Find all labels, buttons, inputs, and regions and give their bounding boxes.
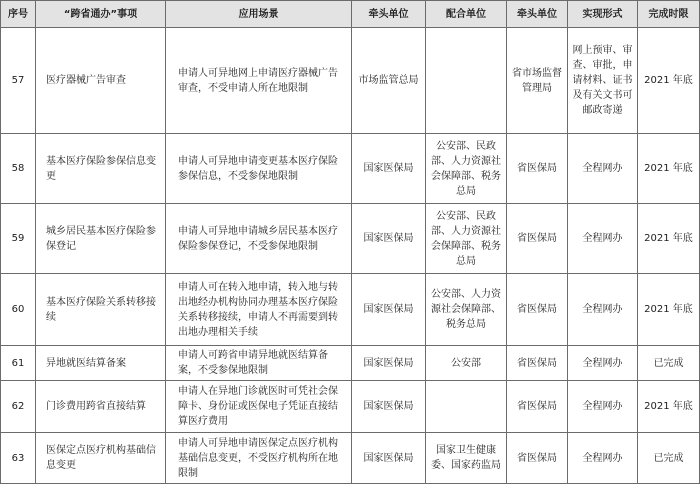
row-coop: 国家卫生健康委、国家药监局	[426, 433, 507, 484]
row-no: 58	[1, 134, 36, 204]
row-scene: 申请人可在转入地申请，转入地与转出地经办机构协同办理基本医疗保险关系转移接续，申请人不再需要到转出地办理相关手续	[166, 274, 352, 346]
header-scene: 应用场景	[166, 1, 352, 28]
row-no: 63	[1, 433, 36, 484]
header-coop: 配合单位	[426, 1, 507, 28]
table-row	[1, 346, 700, 381]
row-coop: 公安部、民政部、人力资源社会保障部、税务总局	[426, 204, 507, 274]
row-no: 59	[1, 204, 36, 274]
row-form: 全程网办	[568, 433, 638, 484]
row-form: 全程网办	[568, 134, 638, 204]
row-lead: 国家医保局	[352, 134, 426, 204]
row-prov-lead: 省医保局	[507, 204, 568, 274]
table-row	[1, 134, 700, 204]
row-scene: 申请人可异地申请城乡居民基本医疗保险参保登记，不受参保地限制	[166, 204, 352, 274]
header-lead: 牵头单位	[352, 1, 426, 28]
header-item: “跨省通办”事项	[36, 1, 166, 28]
row-prov-lead: 省医保局	[507, 433, 568, 484]
row-form: 全程网办	[568, 204, 638, 274]
header-prov-lead: 牵头单位	[507, 1, 568, 28]
row-no: 60	[1, 274, 36, 346]
row-form: 全程网办	[568, 346, 638, 381]
row-coop: 公安部	[426, 346, 507, 381]
row-prov-lead: 省医保局	[507, 134, 568, 204]
row-lead: 国家医保局	[352, 381, 426, 433]
row-form: 全程网办	[568, 274, 638, 346]
row-item: 城乡居民基本医疗保险参保登记	[36, 204, 166, 274]
row-item: 异地就医结算备案	[36, 346, 166, 381]
row-no: 62	[1, 381, 36, 433]
row-deadline: 2021 年底	[638, 381, 700, 433]
table-row	[1, 274, 700, 346]
table-row	[1, 381, 700, 433]
row-coop	[426, 381, 507, 433]
row-coop	[426, 28, 507, 134]
row-deadline: 2021 年底	[638, 204, 700, 274]
row-deadline: 已完成	[638, 346, 700, 381]
table-row	[1, 204, 700, 274]
row-scene: 申请人可异地网上申请医疗器械广告审查，不受申请人所在地限制	[166, 28, 352, 134]
row-scene: 申请人可异地申请变更基本医疗保险参保信息，不受参保地限制	[166, 134, 352, 204]
row-form: 全程网办	[568, 381, 638, 433]
row-lead: 国家医保局	[352, 346, 426, 381]
row-coop: 公安部、民政部、人力资源社会保障部、税务总局	[426, 134, 507, 204]
row-no: 57	[1, 28, 36, 134]
row-scene: 申请人在异地门诊就医时可凭社会保障卡、身份证或医保电子凭证直接结算医疗费用	[166, 381, 352, 433]
header-deadline: 完成时限	[638, 1, 700, 28]
row-no: 61	[1, 346, 36, 381]
header-no: 序号	[1, 1, 36, 28]
row-lead: 国家医保局	[352, 204, 426, 274]
row-item: 医疗器械广告审查	[36, 28, 166, 134]
table-row	[1, 433, 700, 484]
row-scene: 申请人可异地申请医保定点医疗机构基础信息变更，不受医疗机构所在地限制	[166, 433, 352, 484]
row-deadline: 2021 年底	[638, 274, 700, 346]
header-row	[1, 1, 700, 28]
row-prov-lead: 省市场监督管理局	[507, 28, 568, 134]
row-deadline: 2021 年底	[638, 134, 700, 204]
row-deadline: 已完成	[638, 433, 700, 484]
row-item: 医保定点医疗机构基础信息变更	[36, 433, 166, 484]
row-prov-lead: 省医保局	[507, 274, 568, 346]
row-item: 基本医疗保险关系转移接续	[36, 274, 166, 346]
row-item: 基本医疗保险参保信息变更	[36, 134, 166, 204]
row-lead: 国家医保局	[352, 433, 426, 484]
row-deadline: 2021 年底	[638, 28, 700, 134]
row-lead: 国家医保局	[352, 274, 426, 346]
row-coop: 公安部、人力资源社会保障部、税务总局	[426, 274, 507, 346]
row-item: 门诊费用跨省直接结算	[36, 381, 166, 433]
row-prov-lead: 省医保局	[507, 346, 568, 381]
header-form: 实现形式	[568, 1, 638, 28]
row-scene: 申请人可跨省申请异地就医结算备案，不受参保地限制	[166, 346, 352, 381]
table-row	[1, 28, 700, 134]
row-form: 网上预审、审查、审批，申请材料、证书及有关文书可邮政寄递	[568, 28, 638, 134]
row-prov-lead: 省医保局	[507, 381, 568, 433]
row-lead: 市场监管总局	[352, 28, 426, 134]
